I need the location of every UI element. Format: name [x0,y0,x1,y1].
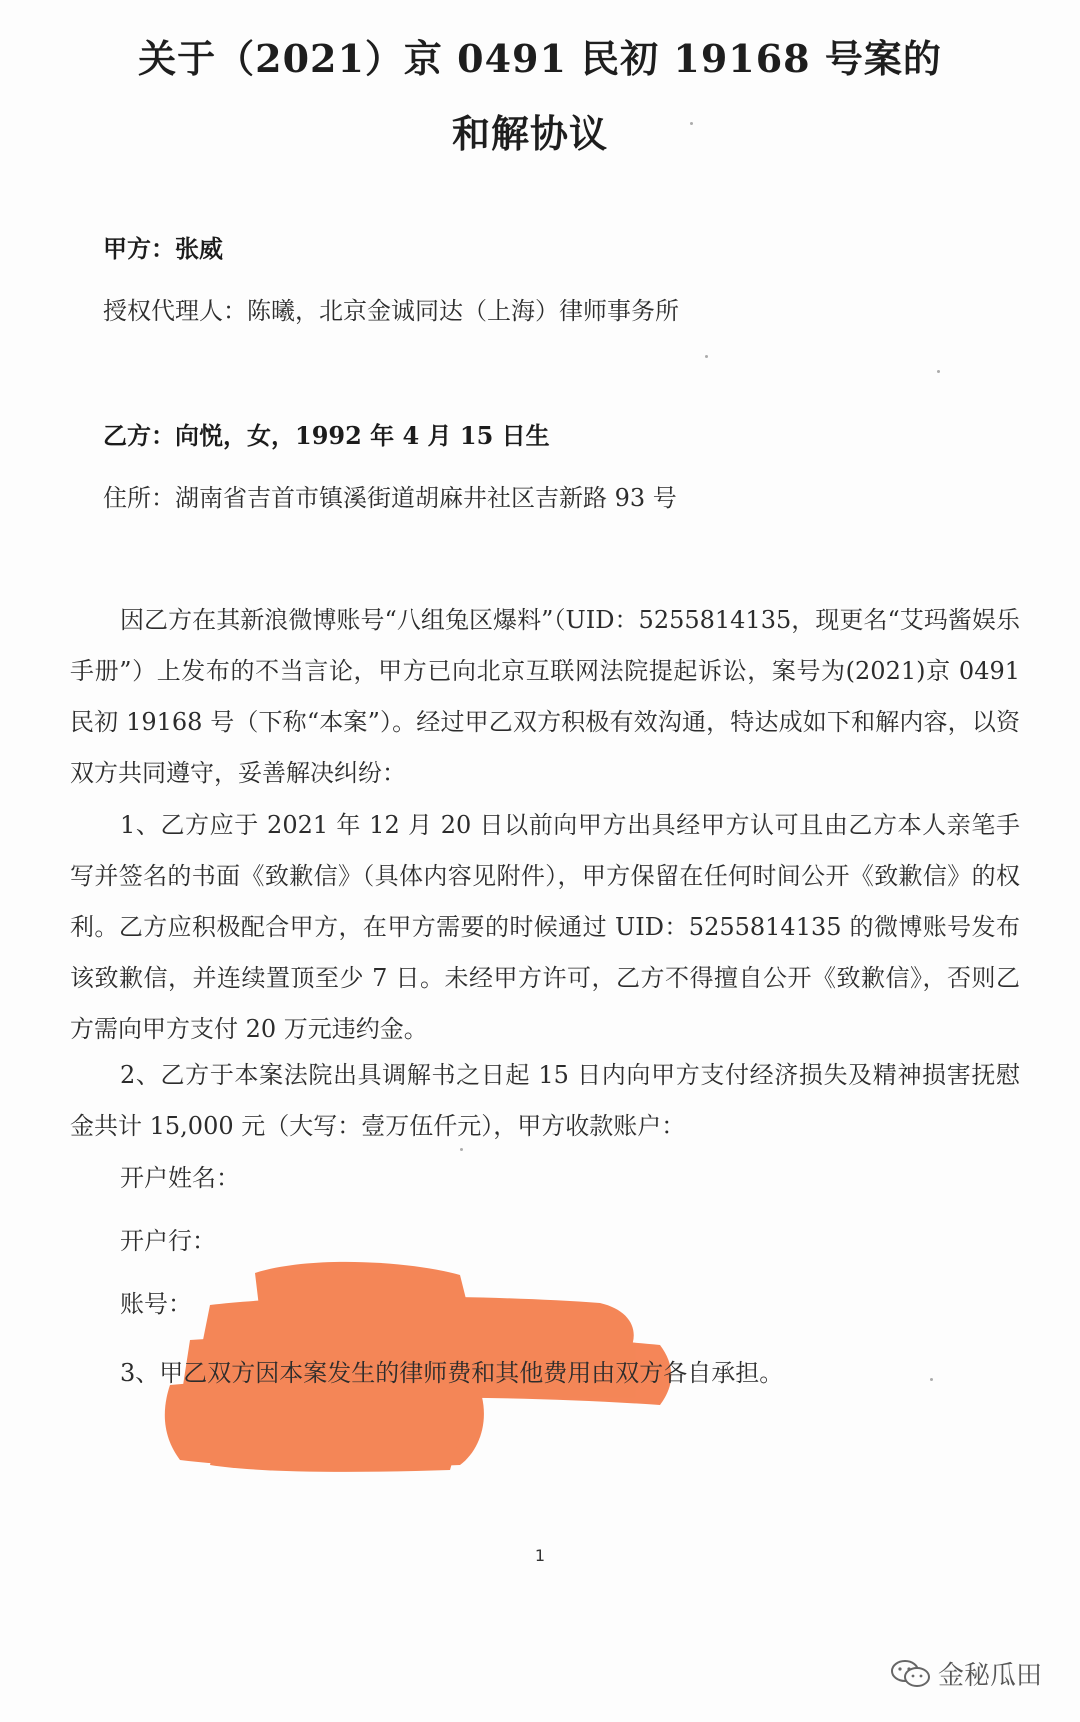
intro-text: 因乙方在其新浪微博账号“八组兔区爆料”（UID：5255814135，现更名“艾玛酱娱乐手册”）上发布的不当言论，甲方已向北京互联网法院提起诉讼，案号为(2021)京 0491 民初 19168 号（下称“本案”）。经过甲乙双方积极有效沟通，特达成如下和解内容，以资双方共同遵守，妥善解决纠纷： [70,606,1020,787]
page-number: 1 [534,1546,546,1565]
clause-2 [70,1050,1020,1152]
account-number-label: 账号： [120,1290,192,1318]
scan-speck [705,355,708,358]
wechat-icon [890,1659,932,1689]
scan-speck [937,370,940,373]
watermark-text: 金秘瓜田 [937,1661,1042,1691]
scan-speck [460,1148,463,1151]
document-title: 关于（2021）京 0491 民初 19168 号案的 [138,36,942,81]
party-a: 甲方：张威 [103,234,223,263]
party-a-agent: 授权代理人：陈曦，北京金诚同达（上海）律师事务所 [103,297,679,325]
scan-speck [930,1378,933,1381]
intro-paragraph [70,595,1020,799]
clause-1 [70,800,1020,1055]
clause-2-text: 2、乙方于本案法院出具调解书之日起 15 日内向甲方支付经济损失及精神损害抚慰金共计 15,000 元（大写：壹万伍仟元），甲方收款账户： [70,1061,1020,1140]
scan-speck [690,122,693,125]
document-title-line2: 和解协议 [451,111,608,156]
account-name-label: 开户姓名： [120,1164,240,1192]
watermark [890,1655,1042,1692]
party-b-address: 住所：湖南省吉首市镇溪街道胡麻井社区吉新路 93 号 [103,484,677,512]
bank-label: 开户行： [120,1227,216,1255]
clause-3: 3、甲乙双方因本案发生的律师费和其他费用由双方各自承担。 [120,1359,784,1387]
party-b: 乙方：向悦，女，1992 年 4 月 15 日生 [103,421,550,450]
clause-1-text: 1、乙方应于 2021 年 12 月 20 日以前向甲方出具经甲方认可且由乙方本人亲笔手写并签名的书面《致歉信》（具体内容见附件），甲方保留在任何时间公开《致歉信》的权利。乙方应积极配合甲方，在甲方需要的时候通过 UID：5255814135 的微博账号发布该致歉信，并连续置顶至少 7 日。未经甲方许可，乙方不得擅自公开《致歉信》，否则乙方需向甲方支付 20 万元违约金。 [70,811,1020,1043]
